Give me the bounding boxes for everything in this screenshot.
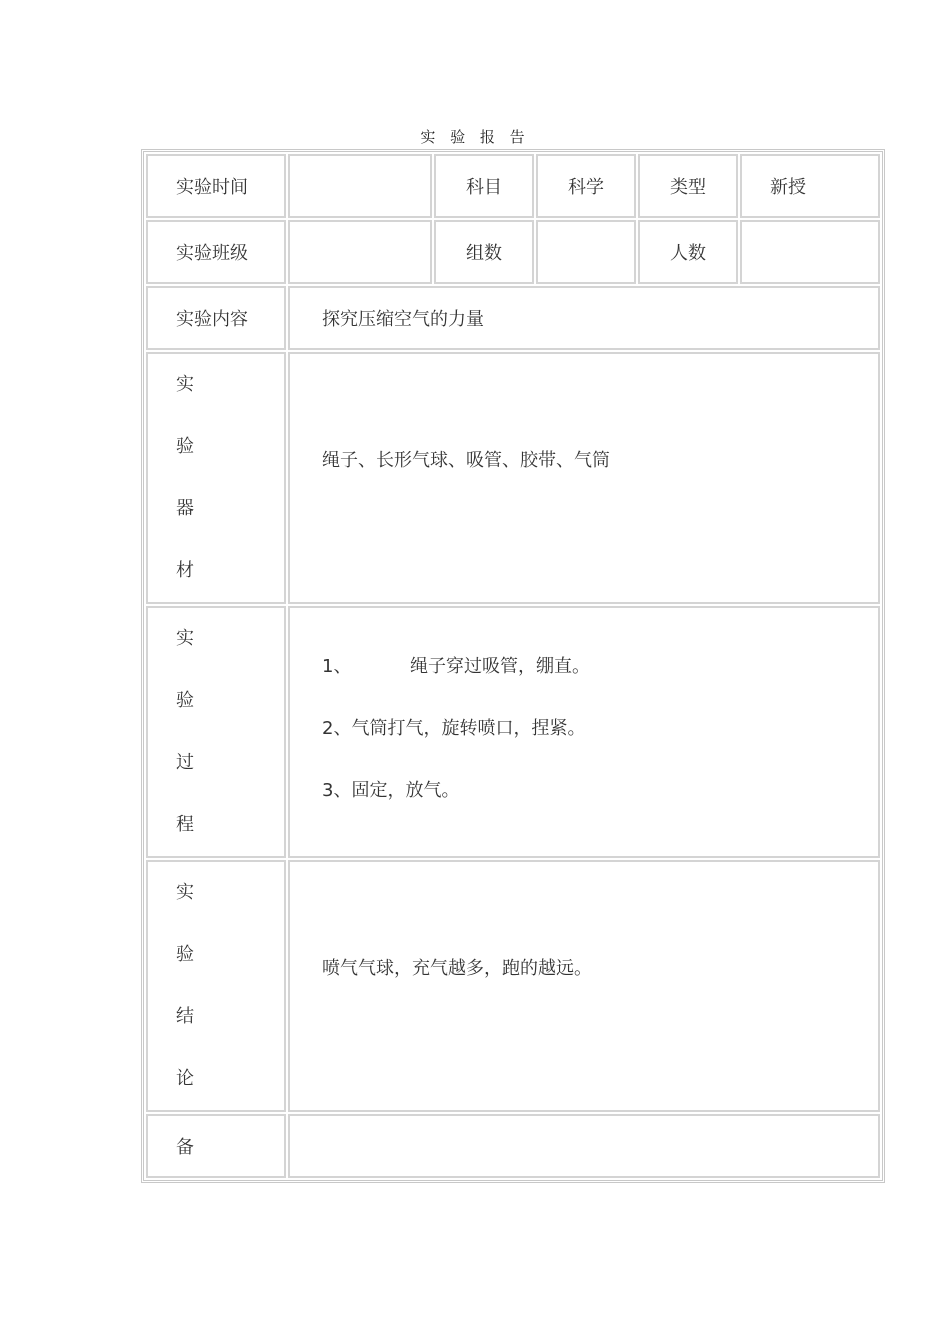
step-number: 1、 bbox=[322, 656, 352, 677]
row-process bbox=[146, 606, 880, 858]
process-step bbox=[322, 636, 878, 698]
remarks-value bbox=[288, 1114, 880, 1178]
row-conclusion bbox=[146, 860, 880, 1112]
time-value bbox=[288, 154, 432, 218]
people-label: 人数 bbox=[638, 220, 738, 284]
group-label: 组数 bbox=[434, 220, 534, 284]
row-time-subject bbox=[146, 154, 880, 218]
process-step bbox=[322, 698, 878, 760]
class-value bbox=[288, 220, 432, 284]
equipment-label bbox=[146, 352, 286, 604]
conclusion-label-char: 实 bbox=[176, 882, 194, 903]
process-label bbox=[146, 606, 286, 858]
conclusion-label-char: 结 bbox=[176, 1006, 194, 1027]
process-label-char: 实 bbox=[176, 628, 194, 649]
group-value bbox=[536, 220, 636, 284]
process-step bbox=[322, 760, 878, 822]
row-equipment bbox=[146, 352, 880, 604]
type-label: 类型 bbox=[638, 154, 738, 218]
type-value: 新授 bbox=[740, 154, 880, 218]
subject-value: 科学 bbox=[536, 154, 636, 218]
report-title: 实 验 报 告 bbox=[420, 128, 530, 146]
process-label-char: 程 bbox=[176, 814, 194, 835]
row-class-group bbox=[146, 220, 880, 284]
step-text: 绳子穿过吸管，绷直。 bbox=[410, 656, 590, 677]
step-text: 3、固定，放气。 bbox=[322, 780, 460, 801]
class-label: 实验班级 bbox=[146, 220, 286, 284]
equipment-label-char: 器 bbox=[176, 498, 194, 519]
subject-label: 科目 bbox=[434, 154, 534, 218]
people-value bbox=[740, 220, 880, 284]
process-label-char: 验 bbox=[176, 690, 194, 711]
content-label: 实验内容 bbox=[146, 286, 286, 350]
conclusion-label-char: 论 bbox=[176, 1068, 194, 1089]
conclusion-label bbox=[146, 860, 286, 1112]
row-remarks bbox=[146, 1114, 880, 1178]
row-content bbox=[146, 286, 880, 350]
process-steps bbox=[288, 606, 880, 858]
remarks-label: 备 bbox=[146, 1114, 286, 1178]
equipment-label-char: 验 bbox=[176, 436, 194, 457]
time-label: 实验时间 bbox=[146, 154, 286, 218]
equipment-label-char: 材 bbox=[176, 560, 194, 581]
process-label-char: 过 bbox=[176, 752, 194, 773]
experiment-report-table bbox=[141, 149, 885, 1183]
conclusion-label-char: 验 bbox=[176, 944, 194, 965]
content-value: 探究压缩空气的力量 bbox=[288, 286, 880, 350]
conclusion-value: 喷气气球，充气越多，跑的越远。 bbox=[288, 860, 880, 1112]
equipment-value: 绳子、长形气球、吸管、胶带、气筒 bbox=[288, 352, 880, 604]
step-text: 2、气筒打气，旋转喷口，捏紧。 bbox=[322, 718, 586, 739]
equipment-label-char: 实 bbox=[176, 374, 194, 395]
